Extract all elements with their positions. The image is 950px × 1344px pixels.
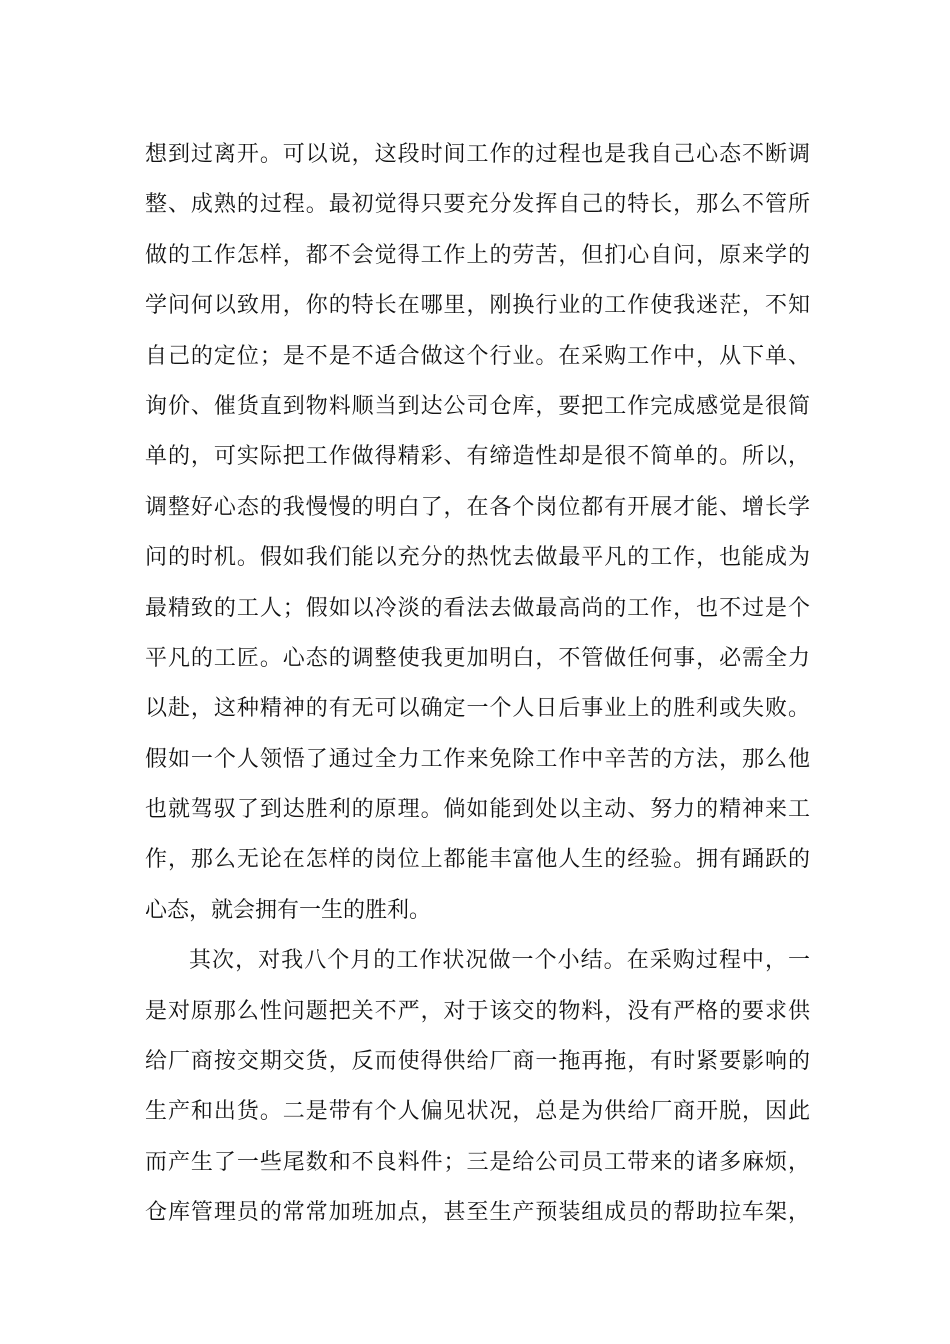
text-line-12: 以赴，这种精神的有无可以确定一个人日后事业上的胜利或失败。 <box>145 696 810 722</box>
text-line-11: 平凡的工匠。心态的调整使我更加明白，不管做任何事，必需全力 <box>145 645 810 671</box>
text-line-10: 最精致的工人；假如以冷淡的看法去做最高尚的工作，也不过是个 <box>145 595 810 621</box>
text-line-8: 调整好心态的我慢慢的明白了，在各个岗位都有开展才能、增长学 <box>145 494 810 520</box>
text-line-4: 学问何以致用，你的特长在哪里，刚换行业的工作使我迷茫，不知 <box>145 293 810 319</box>
text-line-16: 心态，就会拥有一生的胜利。 <box>145 897 432 923</box>
text-line-20: 生产和出货。二是带有个人偏见状况，总是为供给厂商开脱，因此 <box>145 1099 810 1125</box>
text-line-5: 自己的定位；是不是不适合做这个行业。在采购工作中，从下单、 <box>145 343 810 369</box>
text-line-13: 假如一个人领悟了通过全力工作来免除工作中辛苦的方法，那么他 <box>145 746 810 772</box>
text-line-15: 作，那么无论在怎样的岗位上都能丰富他人生的经验。拥有踊跃的 <box>145 847 810 873</box>
text-line-21: 而产生了一些尾数和不良料件；三是给公司员工带来的诸多麻烦， <box>145 1149 810 1175</box>
text-line-14: 也就驾驭了到达胜利的原理。倘如能到处以主动、努力的精神来工 <box>145 797 810 823</box>
text-line-22: 仓库管理员的常常加班加点，甚至生产预装组成员的帮助拉车架， <box>145 1200 810 1226</box>
text-line-6: 询价、催货直到物料顺当到达公司仓库，要把工作完成感觉是很简 <box>145 393 810 419</box>
text-line-17: 其次，对我八个月的工作状况做一个小结。在采购过程中，一 <box>189 948 810 974</box>
text-line-18: 是对原那么性问题把关不严，对于该交的物料，没有严格的要求供 <box>145 998 810 1024</box>
text-line-3: 做的工作怎样，都不会觉得工作上的劳苦，但扪心自问，原来学的 <box>145 242 810 268</box>
body-text <box>145 130 810 1239</box>
text-line-19: 给厂商按交期交货，反而使得供给厂商一拖再拖，有时紧要影响的 <box>145 1049 810 1075</box>
text-line-9: 问的时机。假如我们能以充分的热忱去做最平凡的工作，也能成为 <box>145 545 810 571</box>
text-line-2: 整、成熟的过程。最初觉得只要充分发挥自己的特长，那么不管所 <box>145 192 810 218</box>
text-line-1: 想到过离开。可以说，这段时间工作的过程也是我自己心态不断调 <box>145 142 810 167</box>
text-line-7: 单的，可实际把工作做得精彩、有缔造性却是很不简单的。所以， <box>145 444 810 470</box>
